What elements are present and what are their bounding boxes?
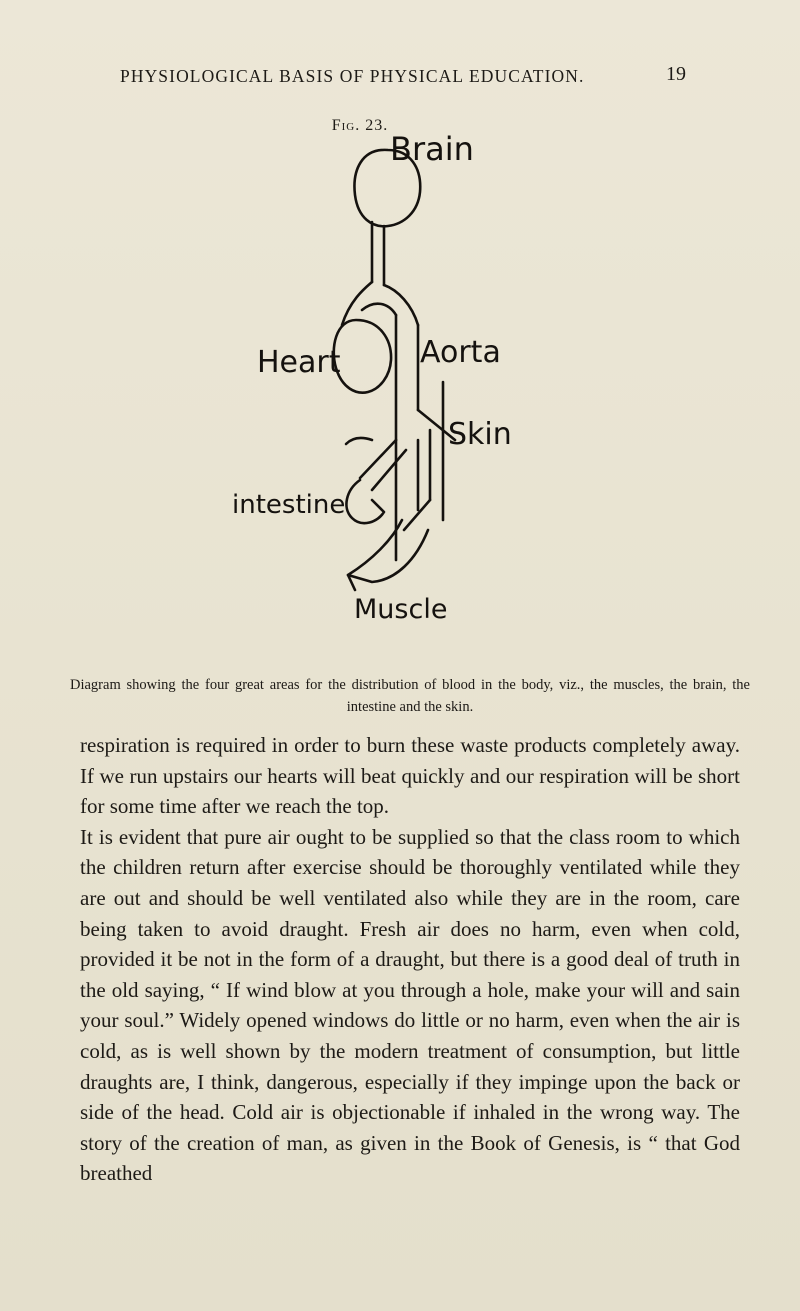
label-skin: Skin xyxy=(448,417,512,452)
paragraph: respiration is required in order to burn these waste products completely away. If we run upstairs our hearts will beat quickly and our respiration will be short for some time after we reach the top. xyxy=(80,733,740,819)
intestine-branch-upper xyxy=(346,438,372,444)
label-aorta: Aorta xyxy=(420,335,501,370)
page-number: 19 xyxy=(666,63,686,85)
label-intestine: intestine xyxy=(232,490,346,520)
figure-description: Diagram showing the four great areas for the distribution of blood in the body, viz., the muscles, the brain, the intestine and the skin. xyxy=(70,677,750,715)
aorta-arch-outer xyxy=(384,285,418,325)
heart-outline xyxy=(334,320,391,393)
aorta-arch-inner xyxy=(362,304,396,315)
heart-vessel-top xyxy=(342,282,372,325)
paragraph: It is evident that pure air ought to be supplied so that the class room to which the children return after exercise should be thoroughly ventilated while they are out and should be well ventilated also while they are in the room, care being taken to avoid draught. Fresh air does no harm, even when cold, provided it be not in the form of a draught, but there is a good deal of truth in the old saying, “ If wind blow at you through a hole, make your will and sain your soul.” Widely opened windows do little or no harm, even when the air is cold, as is well shown by the modern treatment of consumption, but little draughts are, I think, dangerous, especially if they impinge upon the back or side of the head. Cold air is objectionable if inhaled in the wrong way. The story of the creation of man, as given in the Book of Genesis, is “ that God breathed xyxy=(80,824,740,1186)
figure-number: Fig. 23. xyxy=(331,117,389,134)
intestine-loop xyxy=(346,480,384,523)
label-heart: Heart xyxy=(257,345,341,380)
label-muscle: Muscle xyxy=(354,594,448,625)
muscle-outline xyxy=(348,520,428,582)
intestine-vessel xyxy=(360,440,396,478)
running-head: PHYSIOLOGICAL BASIS OF PHYSICAL EDUCATION. xyxy=(120,66,585,86)
intestine-vessel-2 xyxy=(372,450,406,490)
label-brain: Brain xyxy=(390,130,474,168)
body-text xyxy=(80,730,740,1189)
